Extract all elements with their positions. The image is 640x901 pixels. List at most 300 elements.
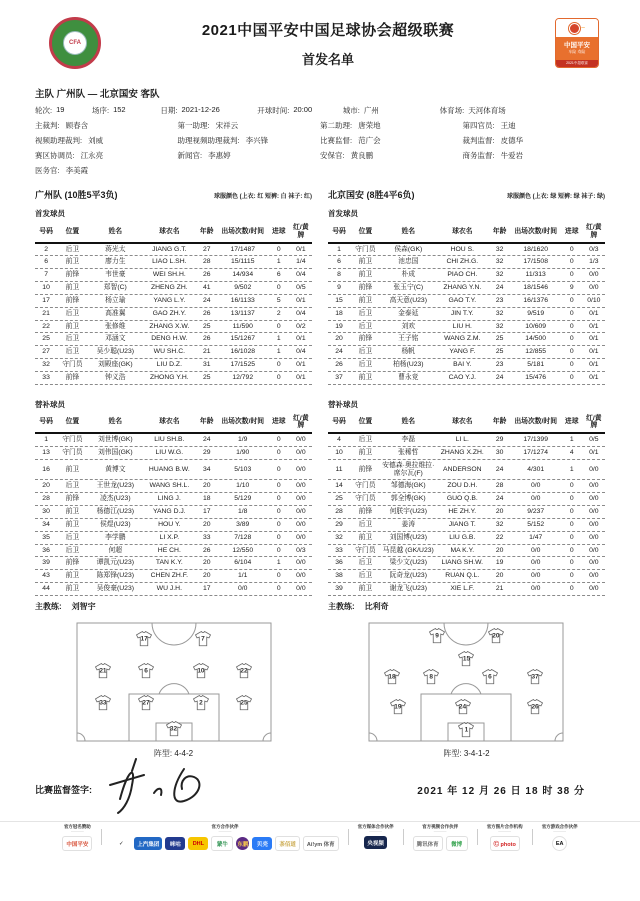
player-goals: 2	[276, 309, 281, 317]
sponsor-category-label: 官方图片合作机构	[486, 823, 523, 829]
player-number: 7	[44, 271, 48, 279]
player-age: 24	[495, 465, 504, 473]
jersey-number: 7	[201, 635, 205, 643]
player-cards: 0/2	[296, 322, 306, 330]
jersey-icon	[137, 695, 155, 712]
player-apps-minutes: 16/1376	[523, 296, 548, 304]
official: 第一助理: 宋祥云	[177, 121, 239, 130]
player-position: 后卫	[358, 559, 373, 567]
player-apps-minutes: 17/1487	[230, 245, 256, 253]
player-cards: 1/3	[589, 258, 599, 266]
player-cards: 0/3	[296, 546, 306, 554]
player-name: 韦世豪	[105, 271, 126, 279]
player-goals: 0	[569, 335, 574, 343]
player-shirt-name: LIU D.Z.	[156, 360, 182, 368]
player-cards: 0/0	[589, 559, 599, 567]
player-goals: 0	[276, 245, 281, 253]
sponsor-logo: EA	[552, 836, 567, 851]
player-goals: 0	[569, 482, 574, 490]
jersey-number: 1	[464, 726, 469, 734]
player-number: 28	[335, 508, 343, 516]
player-apps-minutes: 14/934	[232, 271, 254, 279]
official: 主裁判: 顾春含	[35, 121, 89, 130]
player-position: 守门员	[355, 245, 376, 253]
player-goals: 9	[569, 284, 574, 292]
table-row	[35, 244, 605, 257]
col-header: 位置	[358, 227, 373, 235]
player-shirt-name: WANG Z.M.	[444, 335, 481, 343]
player-number: 10	[335, 449, 343, 456]
player-age: 17	[202, 508, 211, 516]
player-goals: 0	[569, 572, 574, 580]
player-number: 9	[337, 284, 341, 292]
sponsor-logo: 东鹏	[236, 837, 249, 850]
jersey-icon	[454, 698, 472, 715]
jersey-icon	[457, 650, 475, 667]
player-age: 29	[202, 449, 211, 456]
player-name: 谢龙飞(U23)	[389, 584, 427, 592]
sponsor-divider	[101, 829, 102, 845]
player-name: 王子铭	[398, 335, 419, 343]
player-apps-minutes: 16/1028	[230, 348, 256, 356]
player-number: 25	[42, 335, 50, 343]
player-name: 姜涛	[401, 520, 416, 528]
player-number: 29	[335, 520, 343, 528]
player-shirt-name: WU SH.C.	[153, 348, 185, 356]
player-position: 守门员	[62, 449, 83, 456]
home-starters-title: 首发球员	[35, 209, 65, 218]
player-name: 何超	[108, 546, 123, 554]
player-goals: 0	[276, 449, 281, 456]
sponsor-group: 官方合作伙伴 ────── ✓ 上汽集团 咪咕 DHL 蒙牛 东鹏 贝壳 茶佰道 Ai!ym 体育	[111, 825, 338, 852]
sponsor-group: 官方视频合作伙伴 ────── 腾讯体育 微博	[413, 825, 468, 852]
col-header: 姓名	[108, 227, 123, 235]
player-cards: 0/0	[589, 572, 599, 580]
player-age: 34	[202, 465, 211, 473]
officials-block	[35, 120, 605, 176]
player-shirt-name: ZHANG X.ZH.	[440, 449, 484, 456]
player-age: 20	[495, 572, 504, 580]
player-number: 20	[42, 482, 50, 490]
col-header: 进球	[271, 227, 286, 235]
col-header: 出场次数/时间	[221, 227, 265, 235]
player-position: 守门员	[355, 482, 376, 490]
player-age: 41	[202, 284, 211, 292]
table-row	[35, 545, 605, 558]
player-position: 后卫	[65, 533, 80, 541]
player-position: 前卫	[358, 258, 373, 266]
official: 裁判监督: 皮德华	[462, 136, 524, 145]
player-name: 刘伟国(GK)	[97, 449, 133, 456]
player-number: 20	[335, 335, 343, 343]
player-goals: 4	[569, 449, 574, 456]
player-age: 32	[495, 309, 504, 317]
player-cards: 0/0	[589, 482, 599, 490]
player-cards: 0/0	[296, 495, 306, 503]
player-apps-minutes: 15/476	[525, 373, 547, 381]
player-cards: 0/1	[589, 322, 599, 330]
col-header: 号码	[39, 227, 53, 235]
player-position: 后卫	[358, 520, 373, 528]
player-number: 35	[42, 533, 50, 541]
player-shirt-name: MA K.Y.	[450, 546, 475, 554]
player-position: 后卫	[358, 572, 373, 580]
player-apps-minutes: 5/152	[527, 520, 545, 528]
player-goals: 0	[276, 508, 281, 516]
player-name: 杨立瑜	[105, 296, 126, 304]
official: 商务监督: 牛爱岩	[462, 151, 524, 160]
jersey-icon	[526, 698, 544, 715]
jersey-icon	[487, 628, 505, 645]
player-cards: 0/0	[589, 584, 599, 592]
player-shirt-name: DENG H.W.	[151, 335, 188, 343]
player-age: 17	[202, 584, 211, 592]
player-cards: 0/5	[296, 284, 306, 292]
jersey-icon	[422, 668, 440, 685]
table-row	[35, 269, 605, 282]
player-name: 钟义浩	[105, 373, 126, 381]
player-apps-minutes: 12/792	[232, 373, 254, 381]
player-apps-minutes: 9/519	[527, 309, 545, 317]
player-apps-minutes: 17/1274	[523, 449, 548, 456]
player-goals: 0	[276, 533, 281, 541]
player-apps-minutes: 10/609	[525, 322, 547, 330]
player-age: 19	[495, 559, 504, 567]
player-age: 26	[202, 546, 211, 554]
player-shirt-name: GAO T.Y.	[448, 296, 477, 304]
player-age: 21	[202, 348, 211, 356]
sponsor-logo: 央视频	[364, 836, 387, 849]
player-name: 吴俊豪(U23)	[96, 584, 135, 592]
player-age: 26	[202, 309, 211, 317]
table-row	[35, 506, 605, 519]
player-goals: 0	[569, 245, 574, 253]
official: 安保官: 黄良鹏	[320, 151, 374, 160]
col-header: 年龄	[492, 418, 507, 426]
player-age: 23	[495, 360, 504, 368]
player-age: 32	[495, 520, 504, 528]
player-number: 36	[42, 546, 50, 554]
table-row	[35, 295, 605, 308]
col-header: 号码	[332, 418, 346, 426]
player-name: 吴少聪(U23)	[96, 348, 135, 356]
player-apps-minutes: 18/1620	[523, 245, 548, 253]
jersey-number: 10	[197, 667, 205, 675]
player-age: 24	[202, 296, 211, 304]
player-name: 李学鹏	[105, 533, 126, 541]
player-number: 27	[42, 348, 50, 356]
jersey-icon	[194, 630, 212, 647]
player-shirt-name: HE ZH.Y.	[448, 508, 477, 516]
jersey-icon	[235, 662, 253, 679]
player-shirt-name: GUO Q.B.	[446, 495, 478, 503]
player-goals: 0	[569, 559, 574, 567]
player-goals: 0	[569, 309, 574, 317]
csl-pingan-badge	[555, 18, 599, 68]
player-number: 37	[335, 373, 343, 381]
sponsor-logo: Ⓒ photo	[490, 836, 520, 851]
player-goals: 0	[276, 546, 281, 554]
player-number: 14	[335, 482, 343, 490]
player-cards: 0/1	[296, 245, 306, 253]
player-cards: 0/4	[296, 309, 306, 317]
player-number: 18	[335, 309, 343, 317]
jersey-icon	[135, 630, 153, 647]
player-goals: 0	[276, 495, 281, 503]
away-team-header	[328, 188, 605, 201]
player-number: 17	[42, 296, 50, 304]
player-shirt-name: LIU SH.B.	[154, 436, 185, 444]
info-5: 体育场: 天河体育场	[439, 106, 506, 115]
player-cards: 0/4	[296, 348, 306, 356]
col-header: 球衣名	[452, 418, 473, 426]
player-name: 邓涵文	[105, 335, 126, 343]
player-number: 24	[335, 348, 343, 356]
player-goals: 0	[276, 572, 281, 580]
player-age: 20	[202, 572, 211, 580]
player-goals: 0	[569, 348, 574, 356]
player-apps-minutes: 1/10	[236, 482, 250, 490]
player-goals: 0	[569, 495, 574, 503]
player-position: 后卫	[65, 335, 80, 343]
player-cards: 0/0	[589, 495, 599, 503]
sponsor-logo: 腾讯体育	[413, 836, 443, 851]
player-age: 20	[495, 508, 504, 516]
player-name: 谭凯元(U23)	[96, 559, 135, 567]
col-header: 出场次数/时间	[514, 418, 558, 426]
player-name: 高天意(U23)	[389, 296, 427, 304]
player-cards: 0/1	[589, 348, 599, 356]
player-apps-minutes: 7/128	[234, 533, 252, 541]
player-apps-minutes: 17/1525	[230, 360, 256, 368]
player-shirt-name: RUAN Q.L.	[445, 572, 480, 580]
player-name: 张玉宁(C)	[393, 284, 424, 292]
player-apps-minutes: 3/89	[236, 520, 250, 528]
col-header: 年龄	[492, 227, 507, 235]
player-goals: 0	[569, 360, 574, 368]
player-name: 朴成	[401, 271, 416, 279]
player-name: 郑智(C)	[103, 284, 127, 292]
player-goals: 0	[569, 508, 574, 516]
player-position: 后卫	[358, 309, 373, 317]
sponsor-logo: 微博	[446, 836, 468, 851]
player-position: 后卫	[358, 360, 373, 368]
player-position: 前锋	[358, 465, 373, 473]
home-pitch	[76, 622, 272, 742]
player-cards: 0/0	[589, 271, 599, 279]
player-cards: 0/0	[589, 546, 599, 554]
player-position: 前卫	[358, 271, 373, 279]
player-name: 凌杰(U23)	[100, 495, 131, 503]
sheet-header	[35, 6, 605, 80]
jersey-icon	[383, 668, 401, 685]
player-name: 刘殿座(GK)	[97, 360, 133, 368]
player-apps-minutes: 17/1508	[523, 258, 548, 266]
player-number: 21	[42, 309, 50, 317]
player-position: 前卫	[358, 296, 373, 304]
player-age: 31	[202, 360, 211, 368]
player-shirt-name: HOU S.	[450, 245, 474, 253]
player-age: 22	[495, 533, 504, 541]
player-shirt-name: YANG D.J.	[152, 508, 186, 516]
player-position: 前卫	[358, 533, 373, 541]
sheet-title: 首发名单	[301, 51, 354, 67]
player-goals: 0	[276, 482, 281, 490]
player-age: 23	[495, 296, 504, 304]
player-position: 后卫	[358, 322, 373, 330]
home-formation	[35, 622, 312, 759]
player-age: 32	[495, 258, 504, 266]
player-name: 李磊	[401, 436, 416, 444]
sponsor-category-label: 官方合作伙伴	[211, 823, 239, 829]
player-cards: 0/1	[589, 360, 599, 368]
player-name: 安德森·奥拉维拉·席尔瓦(F)	[382, 461, 435, 477]
player-number: 32	[335, 533, 343, 541]
jersey-icon	[526, 668, 544, 685]
home-team-name: 广州队 (10胜5平3负)	[35, 190, 118, 200]
player-apps-minutes: 0/0	[530, 584, 541, 592]
table-row	[35, 557, 605, 570]
home-coach: 主教练: 刘智宇	[35, 601, 96, 611]
player-number: 8	[337, 271, 341, 279]
player-number: 32	[42, 360, 50, 368]
player-apps-minutes: 0/0	[530, 482, 541, 490]
jersey-number: 15	[462, 655, 471, 663]
player-age: 28	[495, 482, 504, 490]
player-shirt-name: LIU H.	[452, 322, 472, 330]
away-coach-name: 比利奇	[364, 601, 389, 611]
player-number: 2	[44, 245, 48, 253]
player-position: 前锋	[65, 296, 80, 304]
jersey-number: 27	[142, 699, 150, 707]
player-goals: 0	[276, 360, 281, 368]
player-shirt-name: LI L.	[455, 436, 469, 444]
info-4: 城市: 广州	[342, 106, 379, 115]
player-cards: 0/1	[296, 373, 306, 381]
player-age: 24	[495, 284, 504, 292]
player-position: 前锋	[65, 495, 80, 503]
competition-title: 2021中国平安中国足球协会超级联赛	[201, 21, 455, 39]
player-position: 前锋	[65, 559, 80, 567]
player-name: 黄博文	[105, 465, 126, 473]
player-cards: 1/4	[296, 258, 306, 266]
table-row	[35, 583, 605, 596]
player-position: 前卫	[65, 465, 80, 473]
player-apps-minutes: 1/9	[238, 436, 248, 444]
player-shirt-name: ZHANG X.W.	[149, 322, 190, 330]
official: 第二助理: 唐荣地	[320, 121, 381, 130]
table-row	[35, 282, 605, 295]
player-position: 后卫	[65, 546, 80, 554]
table-row	[35, 493, 605, 506]
col-header: 位置	[65, 227, 80, 235]
official: 比赛监督: 范广会	[320, 136, 381, 145]
home-formation-label: 阵型: 4-4-2	[153, 748, 194, 758]
player-position: 前锋	[358, 508, 373, 516]
jersey-icon	[457, 721, 475, 738]
player-goals: 1	[276, 335, 281, 343]
col-header: 出场次数/时间	[221, 418, 265, 426]
player-goals: 0	[569, 584, 574, 592]
player-name: 刘世博(GK)	[97, 436, 133, 444]
jersey-number: 32	[169, 725, 178, 733]
player-apps-minutes: 9/502	[234, 284, 252, 292]
info-2: 日期: 2021-12-26	[160, 105, 220, 115]
player-apps-minutes: 1/47	[529, 533, 543, 541]
player-age: 20	[202, 482, 211, 490]
col-header: 年龄	[199, 418, 214, 426]
col-header: 球衣名	[452, 227, 473, 235]
match-info-row	[35, 105, 605, 116]
home-coach-name: 刘智宇	[71, 601, 96, 611]
player-shirt-name: JIANG G.T.	[152, 245, 187, 253]
player-shirt-name: TAN K.Y.	[155, 559, 183, 567]
player-age: 28	[202, 258, 211, 266]
jersey-icon	[428, 628, 446, 645]
table-row	[35, 447, 605, 460]
player-age: 27	[202, 245, 211, 253]
official: 医务官: 李美霞	[35, 166, 89, 175]
player-cards: 0/0	[296, 559, 306, 567]
jersey-icon	[94, 662, 112, 679]
player-position: 前卫	[358, 449, 373, 456]
player-number: 1	[44, 436, 48, 444]
player-apps-minutes: 14/500	[525, 335, 547, 343]
player-apps-minutes: 15/1115	[230, 258, 255, 266]
player-cards: 0/0	[589, 508, 599, 516]
player-apps-minutes: 6/104	[234, 559, 252, 567]
table-row	[35, 372, 605, 385]
col-header: 姓名	[401, 227, 416, 235]
title-block	[101, 19, 555, 68]
player-position: 前锋	[65, 271, 80, 279]
col-header: 红/黄牌	[293, 224, 309, 239]
jersey-icon	[94, 695, 112, 712]
sponsor-divider	[348, 829, 349, 845]
player-position: 守门员	[62, 436, 83, 444]
player-apps-minutes: 1/90	[236, 449, 250, 456]
player-age: 32	[495, 271, 504, 279]
col-header: 姓名	[401, 418, 416, 426]
jersey-number: 17	[140, 635, 148, 643]
player-position: 前锋	[358, 335, 373, 343]
player-age: 24	[202, 436, 211, 444]
jersey-icon	[389, 698, 407, 715]
player-shirt-name: LING J.	[157, 495, 181, 503]
away-starters-title: 首发球员	[327, 209, 358, 218]
player-cards: 0/1	[589, 335, 599, 343]
player-apps-minutes: 18/1546	[523, 284, 548, 292]
player-apps-minutes: 11/313	[525, 271, 546, 279]
player-shirt-name: CHEN ZH.F.	[150, 572, 189, 580]
player-goals: 0	[276, 465, 281, 473]
player-age: 26	[202, 271, 211, 279]
player-name: 高准翼	[105, 309, 126, 317]
jersey-number: 22	[240, 667, 248, 675]
jersey-icon	[192, 695, 210, 712]
player-goals: 0	[569, 373, 574, 381]
table-row	[35, 480, 605, 493]
player-apps-minutes: 15/1267	[230, 335, 256, 343]
sponsor-category-label: 官方媒体合作伙伴	[357, 823, 394, 829]
player-name: 刘欢	[401, 322, 416, 330]
table-row	[35, 346, 605, 359]
jersey-number: 2	[199, 699, 203, 707]
table-row	[35, 519, 605, 532]
cfa-logo-icon	[49, 17, 101, 69]
player-number: 28	[42, 495, 50, 503]
jersey-number: 18	[388, 673, 396, 681]
